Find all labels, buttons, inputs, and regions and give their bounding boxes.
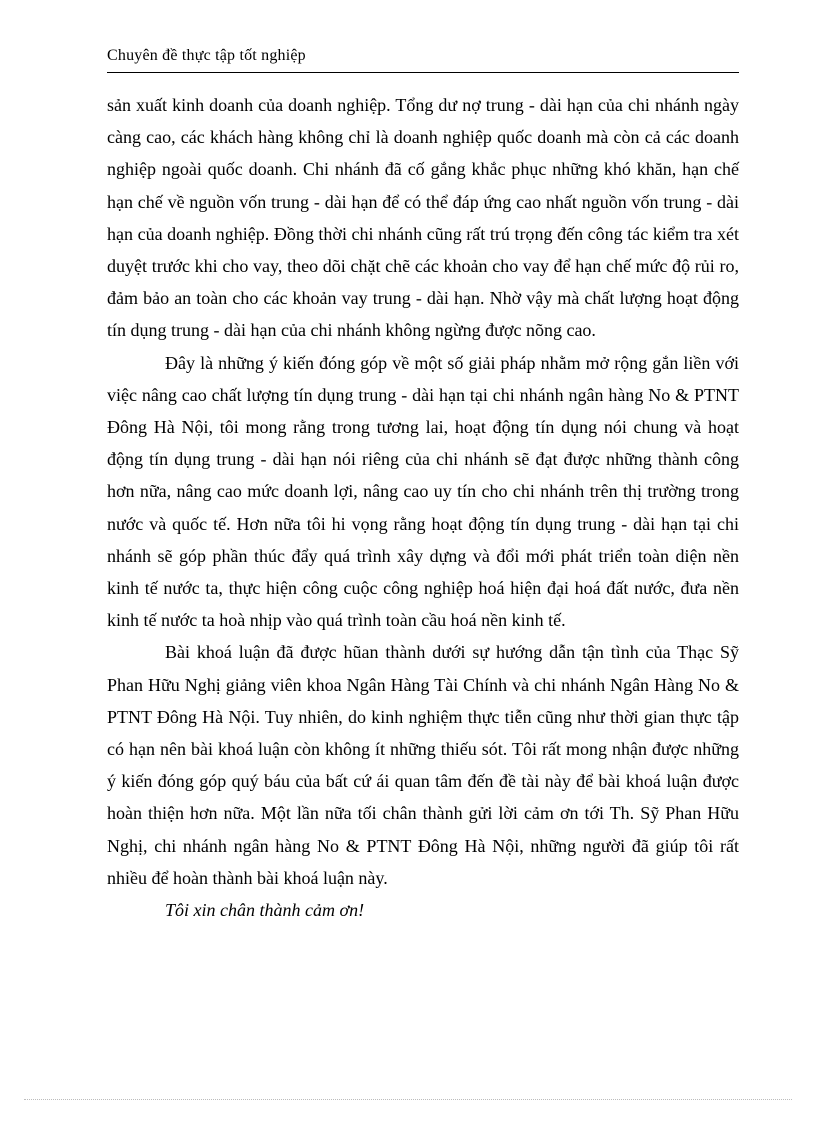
document-body: [107, 89, 739, 926]
paragraph-acknowledgement: Bài khoá luận đã được hũan thành dưới sự hướng dẫn tận tình của Thạc Sỹ Phan Hữu Nghị giảng viên khoa Ngân Hàng Tài Chính và chi nhánh Ngân Hàng No & PTNT Đông Hà Nội. Tuy nhiên, do kinh nghiệm thực tiễn cũng như thời gian thực tập có hạn nên bài khoá luận còn không ít những thiếu sót. Tôi rất mong nhận được những ý kiến đóng góp quý báu của bất cứ ái quan tâm đến đề tài này để bài khoá luận được hoàn thiện hơn nữa. Một lần nữa tối chân thành gửi lời cảm ơn tới Th. Sỹ Phan Hữu Nghị, chi nhánh ngân hàng No & PTNT Đông Hà Nội, những người đã giúp tôi rất nhiều để hoàn thành bài khoá luận này.: [107, 642, 739, 888]
footer-divider: [24, 1099, 792, 1100]
closing-thanks: Tôi xin chân thành cảm ơn!: [165, 900, 365, 921]
header-title: Chuyên đề thực tập tốt nghiệp: [107, 47, 306, 64]
paragraph-continuation: sản xuất kinh doanh của doanh nghiệp. Tổng dư nợ trung - dài hạn của chi nhánh ngày càng cao, các khách hàng không chỉ là doanh nghiệp quốc doanh mà còn cả các doanh nghiệp ngoài quốc doanh. Chi nhánh đã cố gắng khắc phục những khó khăn, hạn chế hạn chế về nguồn vốn trung - dài hạn để có thể đáp ứng cao nhất nguồn vốn trung - dài hạn của doanh nghiệp. Đồng thời chi nhánh cũng rất trú trọng đến công tác kiểm tra xét duyệt trước khi cho vay, theo dõi chặt chẽ các khoản cho vay để hạn chế mức độ rủi ro, đảm bảo an toàn cho các khoản vay trung - dài hạn. Nhờ vậy mà chất lượng hoạt động tín dụng trung - dài hạn của chi nhánh không ngừng được nõng cao.: [107, 95, 739, 341]
page-header: [107, 46, 739, 73]
paragraph-contributions: Đây là những ý kiến đóng góp về một số giải pháp nhằm mở rộng gắn liền với việc nâng cao chất lượng tín dụng trung - dài hạn tại chi nhánh ngân hàng No & PTNT Đông Hà Nội, tôi mong rằng trong tương lai, hoạt động tín dụng nói chung và hoạt động tín dụng trung - dài hạn nói riêng của chi nhánh sẽ đạt được những thành công hơn nữa, nâng cao mức doanh lợi, nâng cao uy tín cho chi nhánh trên thị trường trong nước và quốc tế. Hơn nữa tôi hi vọng rằng hoạt động tín dụng trung - dài hạn tại chi nhánh sẽ góp phần thúc đẩy quá trình xây dựng và đổi mới phát triển toàn diện nền kinh tế nước ta, thực hiện công cuộc công nghiệp hoá hiện đại hoá đất nước, đưa nền kinh tế nước ta hoà nhịp vào quá trình toàn cầu hoá nền kinh tế.: [107, 352, 739, 631]
